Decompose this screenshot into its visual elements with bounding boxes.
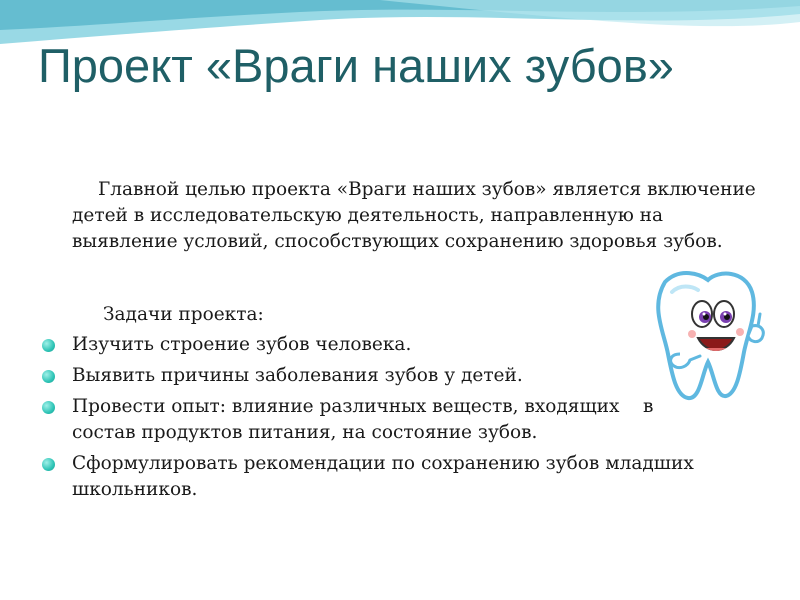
- task-item: [0, 451, 760, 503]
- task-text: Провести опыт: влияние различных веществ, входящих в состав продуктов питания, на состояние зубов.: [72, 396, 660, 443]
- round-bullet-icon: [42, 370, 55, 383]
- slide-title: Проект «Враги наших зубов»: [38, 39, 674, 92]
- task-text: Сформулировать рекомендации по сохранению зубов младших школьников.: [72, 453, 694, 500]
- task-text: Выявить причины заболевания зубов у детей.: [72, 365, 523, 386]
- task-text: Изучить строение зубов человека.: [72, 334, 412, 355]
- intro-paragraph: Главной целью проекта «Враги наших зубов» является включение детей в исследовательскую деятельность, направленную на выявление условий, способствующих сохранению здоровья зубов.: [72, 179, 756, 252]
- round-bullet-icon: [42, 339, 55, 352]
- tasks-heading: Задачи проекта:: [103, 304, 264, 325]
- round-bullet-icon: [42, 458, 55, 471]
- cartoon-tooth-illustration: [640, 262, 770, 407]
- round-bullet-icon: [42, 401, 55, 414]
